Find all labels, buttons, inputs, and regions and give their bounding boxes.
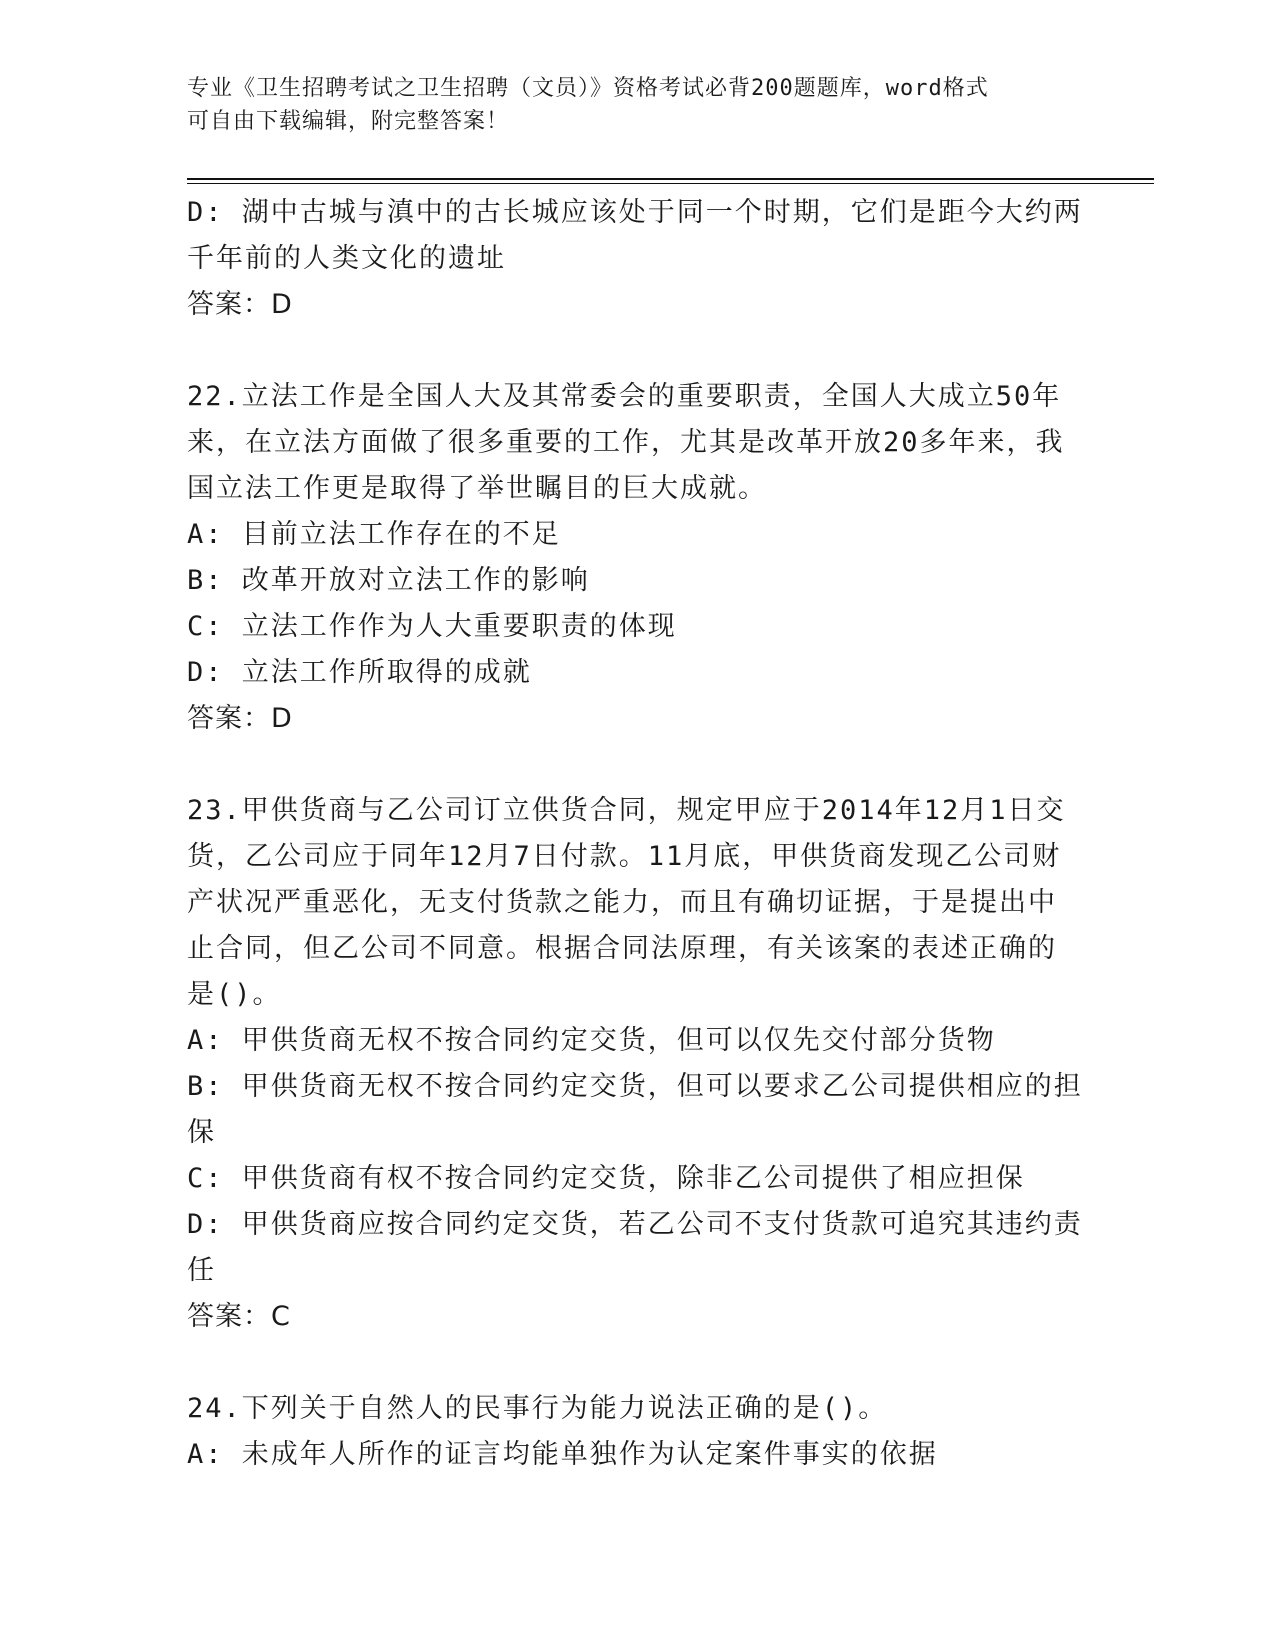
question-stem: 来，在立法方面做了很多重要的工作，尤其是改革开放20多年来，我 [187,427,1065,458]
option-b: B: 改革开放对立法工作的影响 [187,565,590,596]
question-24 [187,1386,1087,1478]
option-c: C: 甲供货商有权不按合同约定交货，除非乙公司提供了相应担保 [187,1163,1025,1194]
question-stem: 国立法工作更是取得了举世瞩目的巨大成就。 [187,473,767,504]
option-b-cont: 保 [187,1117,216,1148]
question-stem: 23.甲供货商与乙公司订立供货合同，规定甲应于2014年12月1日交 [187,795,1066,826]
question-stem: 是()。 [187,979,282,1010]
question-stem: 24.下列关于自然人的民事行为能力说法正确的是()。 [187,1393,888,1424]
option-d-cont: 任 [187,1255,216,1286]
option-a: A: 未成年人所作的证言均能单独作为认定案件事实的依据 [187,1439,938,1470]
question-stem: 止合同，但乙公司不同意。根据合同法原理，有关该案的表述正确的 [187,933,1057,964]
option-d-cont: 千年前的人类文化的遗址 [187,243,506,274]
question-21-tail [187,190,1087,328]
question-23 [187,788,1087,1340]
header-divider-thin [187,183,1154,184]
option-a: A: 目前立法工作存在的不足 [187,519,561,550]
document-header [187,72,1087,138]
answer: 答案：C [187,1301,291,1332]
option-d: D: 立法工作所取得的成就 [187,657,532,688]
answer: 答案：D [187,703,293,734]
question-stem: 货，乙公司应于同年12月7日付款。11月底，甲供货商发现乙公司财 [187,841,1062,872]
answer: 答案：D [187,289,293,320]
question-stem: 产状况严重恶化，无支付货款之能力，而且有确切证据，于是提出中 [187,887,1057,918]
option-c: C: 立法工作作为人大重要职责的体现 [187,611,677,642]
document-body [187,190,1087,1478]
option-b: B: 甲供货商无权不按合同约定交货，但可以要求乙公司提供相应的担 [187,1071,1083,1102]
option-d: D: 湖中古城与滇中的古长城应该处于同一个时期，它们是距今大约两 [187,197,1083,228]
header-line: 可自由下载编辑，附完整答案！ [187,109,510,134]
header-line: 专业《卫生招聘考试之卫生招聘（文员）》资格考试必背200题题库，word格式 [187,76,989,101]
option-d: D: 甲供货商应按合同约定交货，若乙公司不支付货款可追究其违约责 [187,1209,1083,1240]
option-a: A: 甲供货商无权不按合同约定交货，但可以仅先交付部分货物 [187,1025,996,1056]
question-stem: 22.立法工作是全国人大及其常委会的重要职责，全国人大成立50年 [187,381,1062,412]
question-22 [187,374,1087,742]
header-divider [187,178,1154,180]
